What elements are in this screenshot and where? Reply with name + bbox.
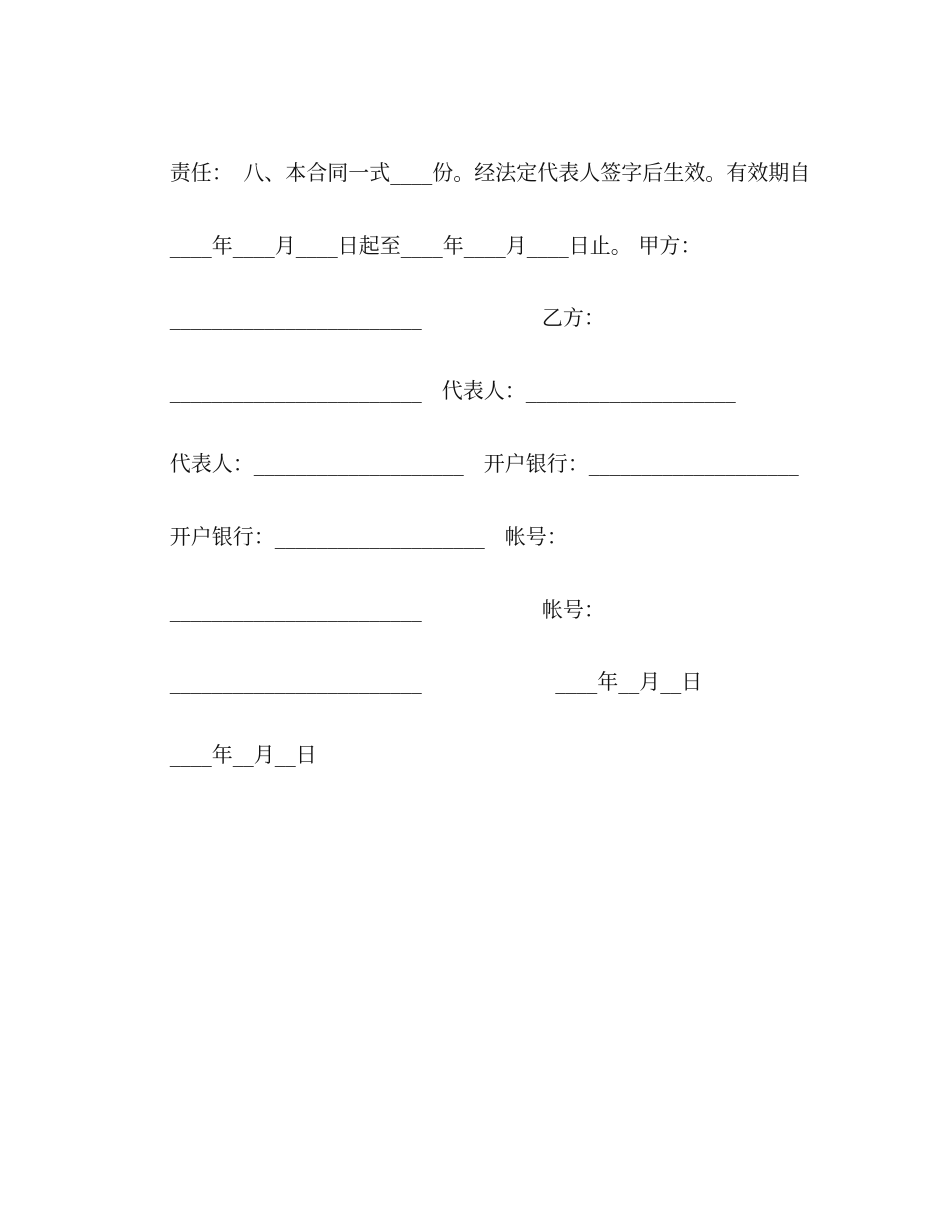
bank-account-line (143, 492, 568, 549)
representative-bank-line (143, 419, 799, 476)
line-text: ________________________ 帐号： (169, 598, 605, 622)
line-text: ________________________ ____年__月__日 (169, 670, 703, 694)
representative-line-1 (143, 346, 736, 403)
account-blank-line (143, 565, 605, 622)
date-line-2 (143, 710, 317, 767)
line-text: 责任： 八、本合同一式____份。经法定代表人签字后生效。有效期自 (169, 161, 811, 185)
line-text: ____年__月__日 (169, 743, 317, 767)
line-text: 代表人：____________________ 开户银行：____________________ (169, 452, 799, 476)
contract-text-line-1 (143, 128, 811, 185)
date-line-1 (143, 637, 703, 694)
line-text: 开户银行：____________________ 帐号： (169, 525, 568, 549)
line-text: ________________________ 代表人：____________________ (169, 379, 736, 403)
party-a-blank-party-b-label-line (143, 273, 605, 330)
line-text: ____年____月____日起至____年____月____日止。 甲方： (169, 234, 702, 258)
line-text: ________________________ 乙方： (169, 306, 605, 330)
validity-period-line (143, 201, 702, 258)
